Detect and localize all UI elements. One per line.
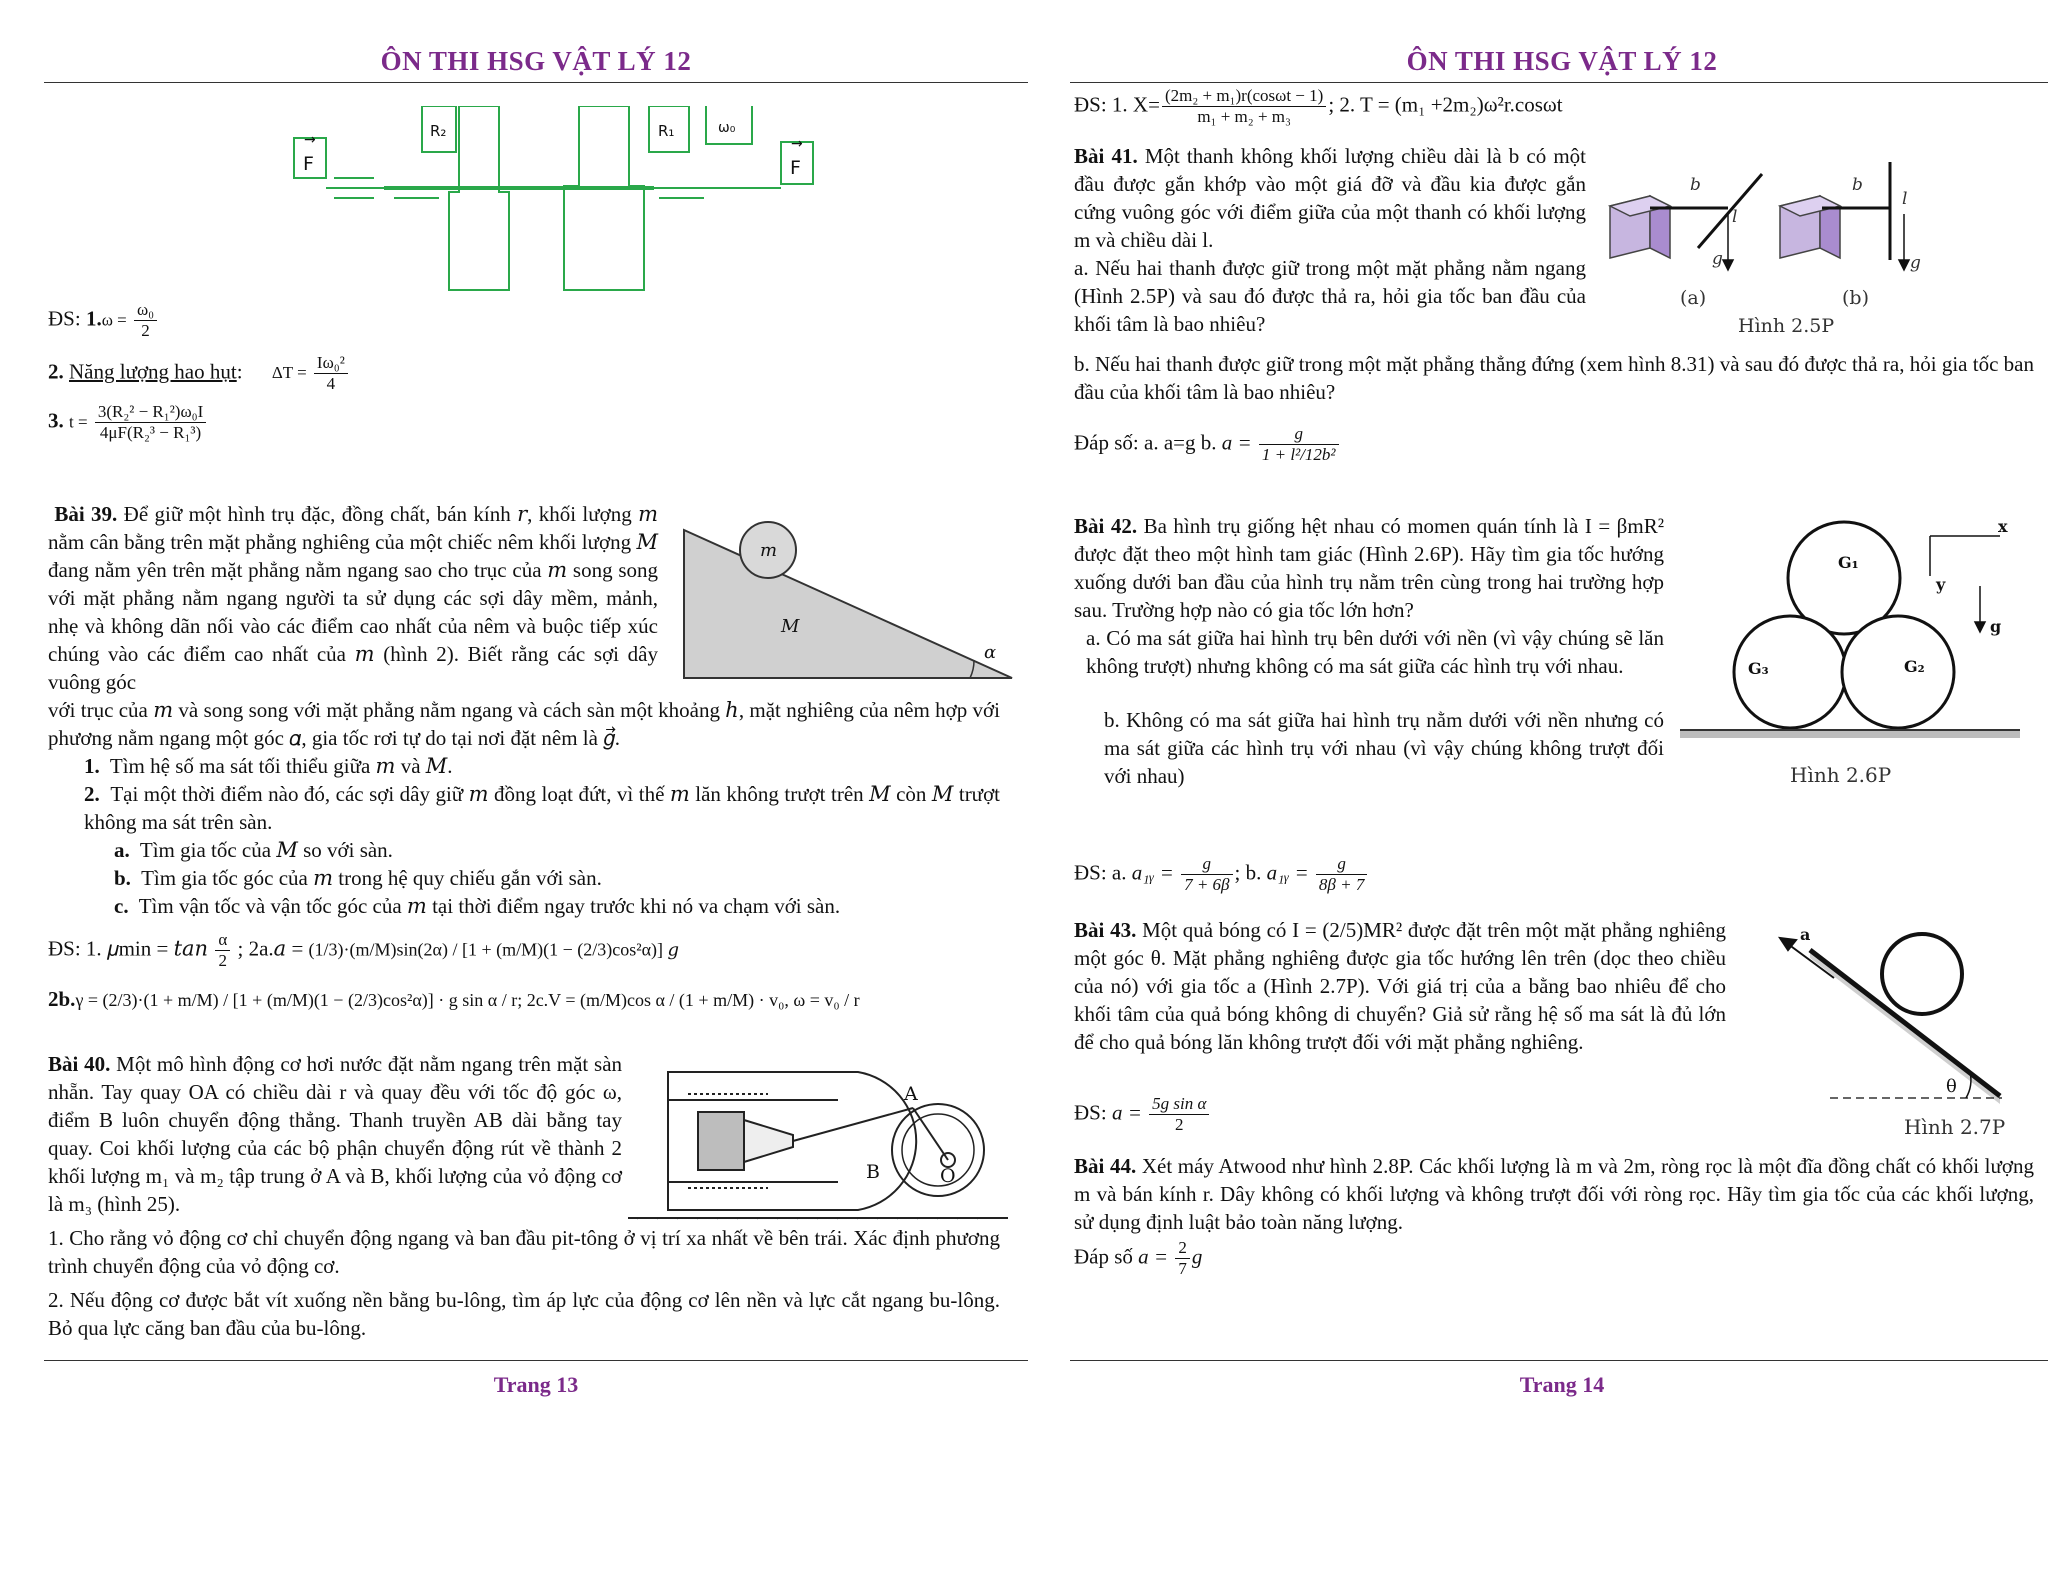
svg-text:g: g: [1712, 249, 1723, 269]
page-number: Trang 13: [493, 1372, 579, 1397]
bai43-text: Bài 43. Một quả bóng có I = (2/5)MR² được đặt trên một mặt phẳng nghiêng một góc θ. Mặt phẳng nghiêng được gia tốc hướng lên trên (dọc theo chiều của nó) với gia tốc a (Hình 2.7P). Với giá trị của a bằng bao nhiêu để cho khối tâm của quả bóng không di chuyển? Giả sử rằng hệ số ma sát là đủ lớn để cho quả bóng lăn không trượt đối với mặt phẳng nghiêng.: [1074, 918, 1727, 1054]
force-label-right: F: [790, 157, 801, 179]
bai41-answer: Đáp số: a. a=g b. a = $\frac{g}{\text{1 + l²/12b²}}$: [1074, 424, 1674, 465]
svg-text:→: →: [304, 132, 316, 148]
svg-text:b: b: [1690, 175, 1701, 195]
bai40-questions: 1. Cho rằng vỏ động cơ chỉ chuyển động ngang và ban đầu pit-tông ở vị trí xa nhất về bên trái. Xác định phương trình chuyển động của vỏ động cơ. 2. Nếu động cơ được bắt vít xuống nền bằng bu-lông, tìm áp lực của động cơ lên nền và lực cắt ngang bu-lông. Bỏ qua lực căng ban đầu của bu-lông.: [48, 1226, 1000, 1340]
bai40-intro: Bài 40. Một mô hình động cơ hơi nước đặt nằm ngang trên mặt sàn nhẵn. Tay quay OA có chiều dài r và quay đều với tốc độ góc ω, điểm B luôn chuyển động thẳng. Thanh truyền AB dài bằng tay quay. Coi khối lượng của các bộ phận chuyển động rút về thành 2 khối lượng m₁ và m₂ tập trung ở A và B, khối lượng của vỏ động cơ là m₃ (hình 25).: [48, 1052, 623, 1216]
label-r2: R₂: [430, 122, 447, 140]
svg-text:O: O: [940, 1165, 956, 1187]
svg-text:a: a: [1800, 925, 1811, 944]
page-header-title: ÔN THI HSG VẬT LÝ 12: [1406, 46, 1718, 76]
bai39-continuation: với trục của 𝑚 và song song với mặt phẳng nằm ngang và cách sàn một khoảng ℎ, mặt nghiêng của nêm hợp với phương nằm ngang một góc 𝛼, gia tốc rơi tự do tại nơi đặt nêm là 𝑔⃗. 1. Tìm hệ số ma sát tối thiểu giữa 𝑚 và 𝑀. 2. Tại một thời điểm nào đó, các sợi dây giữ 𝑚 đồng loạt đứt, vì thế 𝑚 lăn không trượt trên 𝑀 còn 𝑀 trượt không ma sát trên sàn. a. Tìm gia tốc của 𝑀 so với sàn. b. Tìm gia tốc góc của 𝑚 trong hệ quy chiếu gắn với sàn. c. Tìm vận tốc và vận tốc góc của 𝑚 tại thời điểm ngay trước khi nó va chạm với sàn.: [48, 698, 1001, 918]
footer-rule: [44, 1360, 1028, 1361]
figure-ball-incline: [1770, 920, 2034, 1142]
svg-text:Hình 2.6P: Hình 2.6P: [1790, 763, 1892, 787]
svg-text:Hình 2.7P: Hình 2.7P: [1904, 1115, 2006, 1139]
figure-steam-engine: [628, 1060, 1008, 1220]
bai44-text: Bài 44. Xét máy Atwood như hình 2.8P. Các khối lượng là m và 2m, ròng rọc là một đĩa đồng chất có khối lượng m và bán kính r. Dây không có khối lượng và không trượt đối với ròng rọc. Hãy tìm gia tốc của các khối lượng, sử dụng định luật bảo toàn năng lượng.: [1074, 1154, 2034, 1234]
figure-discs-shaft: [234, 106, 834, 294]
figure-rods: [1600, 156, 2020, 342]
bai42-answer: ĐS: a. a₁ᵧ = $\frac{g}{7 + 6\beta}$ ; b. a₁ᵧ = $\frac{g}{8\beta + 7}$: [1074, 854, 1674, 895]
svg-text:Hình 2.5P: Hình 2.5P: [1738, 315, 1835, 337]
svg-text:b: b: [1852, 175, 1863, 195]
bai39-answer: ĐS: 1. 𝜇min = 𝑡𝑎𝑛 $\frac{\alpha}{2}$ ; 2a.𝑎 = (1/3)·(m/M)sin(2α) / [1 + (m/M)(1 − (2/3)cos²α)] 𝑔 2b.γ = (2/3)·(1 + m/M) / [1 + (m/M)(1 − (2/3)cos²α)] · g sin α / r; 2c.V = (m/M)cos α / (1 + m/M) · v₀, ω = v₀ / r: [48, 930, 860, 1011]
figure-wedge-cylinder: [668, 510, 1018, 690]
svg-text:g: g: [1910, 253, 1921, 273]
header-rule: [1070, 82, 2048, 83]
svg-text:(b): (b): [1842, 287, 1869, 309]
page-header-title: ÔN THI HSG VẬT LÝ 12: [380, 46, 692, 76]
page-number: Trang 14: [1519, 1372, 1605, 1397]
svg-text:(a): (a): [1680, 287, 1707, 309]
footer-rule: [1070, 1360, 2048, 1361]
label-r1: R₁: [658, 122, 675, 140]
svg-text:M: M: [781, 616, 800, 637]
header-rule: [44, 82, 1028, 83]
svg-text:α: α: [984, 642, 997, 663]
bai43-answer: ĐS: a = $\frac{\text{5g sin α}}{2}$: [1074, 1094, 1674, 1135]
svg-text:y: y: [1936, 575, 1946, 594]
svg-text:x: x: [1998, 520, 2008, 536]
svg-text:G₁: G₁: [1838, 553, 1859, 572]
svg-text:G₂: G₂: [1904, 657, 1925, 676]
svg-text:θ: θ: [1946, 1076, 1957, 1097]
page-right: [1070, 0, 2048, 1430]
label-omega0: ω₀: [718, 120, 736, 136]
svg-text:l: l: [1732, 207, 1738, 227]
svg-text:B: B: [866, 1161, 880, 1183]
force-label-left: F: [303, 153, 314, 175]
svg-text:A: A: [904, 1083, 918, 1105]
bai41-part-b: b. Nếu hai thanh được giữ trong một mặt phẳng thẳng đứng (xem hình 8.31) và sau đó được thả ra, hỏi gia tốc ban đầu của khối tâm là bao nhiêu?: [1074, 352, 2034, 404]
svg-text:g: g: [1990, 617, 2002, 636]
bai40-answer: ĐS: 1. X= $\frac{\text{(2m₂ + m₁)r(cosωt − 1)}}{\text{m₁ + m₂ + m₃}}$ ; 2. T = (m₁ +2m₂)ω²r.cosωt: [1074, 86, 1563, 126]
bai44-answer: Đáp số a = $\frac{2}{7}$ g: [1074, 1238, 1203, 1278]
svg-text:m: m: [760, 540, 778, 561]
answer-block-top: ĐS: 1.ω = $\frac{\text{ω₀}}{2}$ 2. Năng lượng hao hụt: ΔT = $\frac{\text{Iω₀²}}{4}$ 3. t = $\frac{\text{3(R₂² − R₁²)ω₀I}}{\text{4μF(R₂³ − R₁³)}}$: [48, 300, 350, 443]
figure-three-cylinders: [1680, 520, 2020, 796]
svg-text:G₃: G₃: [1748, 659, 1769, 678]
bai39-intro: Bài 39. Để giữ một hình trụ đặc, đồng chất, bán kính 𝑟, khối lượng 𝑚 nằm cân bằng trên mặt phẳng nghiêng của một chiếc nêm khối lượng 𝑀 đang nằm yên trên mặt phẳng nằm ngang sao cho trục của 𝑚 song song với mặt phẳng nằm ngang người ta sử dụng các sợi dây mềm, mảnh, nhẹ và không dãn nối vào các điểm cao nhất của nêm và buộc tiếp xúc chúng vào các điểm cao nhất của 𝑚 (hình 2). Biết rằng các sợi dây vuông góc: [48, 502, 658, 694]
svg-text:l: l: [1902, 189, 1908, 209]
svg-text:→: →: [791, 136, 803, 152]
bai42-text: Bài 42. Ba hình trụ giống hệt nhau có momen quán tính là I = βmR² được đặt theo một hình tam giác (Hình 2.6P). Hãy tìm gia tốc hướng xuống dưới ban đầu của hình trụ nằm trên cùng trong hai trường hợp sau. Trường hợp nào có gia tốc lớn hơn? a. Có ma sát giữa hai hình trụ bên dưới với nền (vì vậy chúng sẽ lăn không trượt) nhưng không có ma sát giữa các hình trụ với nhau. b. Không có ma sát giữa hai hình trụ nằm dưới với nền nhưng có ma sát giữa các hình trụ với nhau (vì vậy chúng không trượt đối với nhau): [1074, 514, 1664, 788]
page-left: [44, 0, 1028, 1430]
bai41-text: Bài 41. Một thanh không khối lượng chiều dài là b có một đầu được gắn khớp vào một giá đỡ và đầu kia được gắn cứng vuông góc với điểm giữa của một thanh có khối lượng m và chiều dài l. a. Nếu hai thanh được giữ trong một mặt phẳng nằm ngang (Hình 2.5P) và sau đó được thả ra, hỏi gia tốc ban đầu của khối tâm là bao nhiêu?: [1074, 144, 1586, 336]
